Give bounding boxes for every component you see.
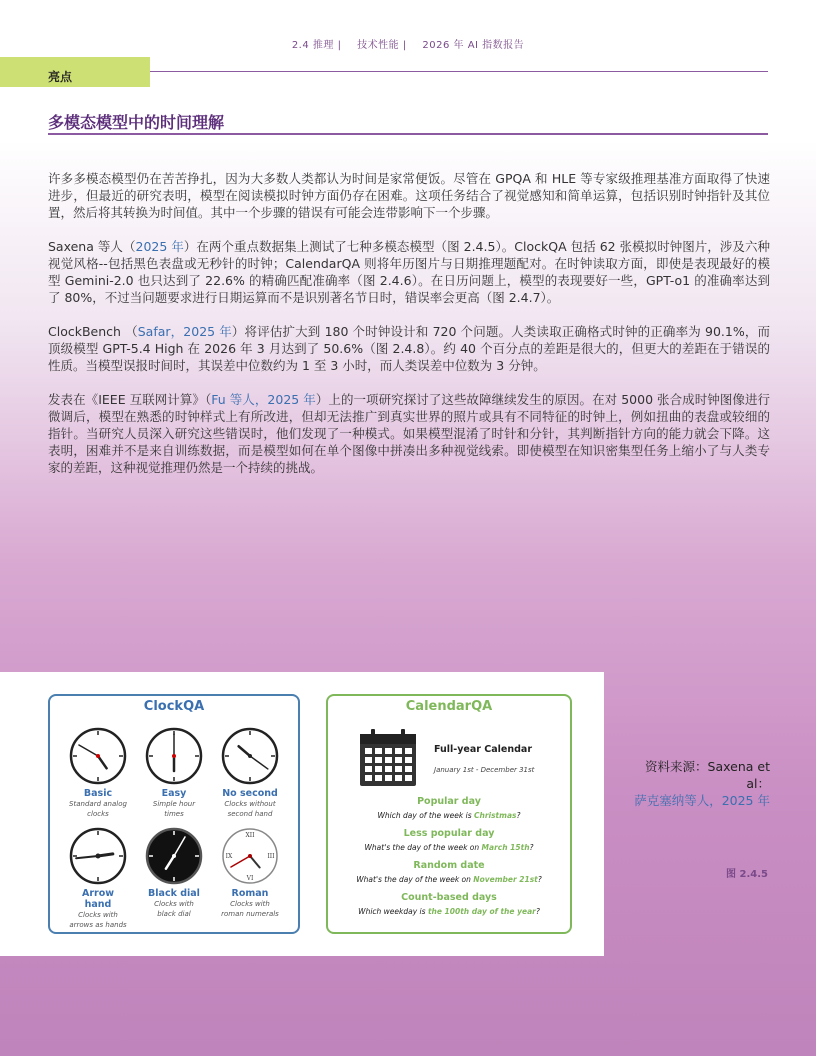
clock-roman-icon — [220, 826, 280, 886]
clock-black-dial-name: Black dial — [148, 888, 200, 899]
calendar-question-3-b: ? — [537, 875, 542, 884]
svg-text:VI: VI — [246, 875, 254, 882]
calendar-dates: January 1st - December 31st — [434, 766, 535, 774]
citation-link-fu[interactable]: Fu 等人，2025 年 — [211, 392, 316, 407]
highlight-label: 亮点 — [48, 70, 73, 84]
calendar-category-3: Random date — [413, 860, 485, 871]
calendar-question-3-a: What's the day of the week on — [356, 875, 474, 884]
header-chapter: 技术性能 | — [357, 40, 407, 51]
clock-no-second-name: No second — [222, 788, 278, 799]
paragraph-3-b: ）将评估扩大到 180 个时钟设计和 720 个问题。人类读取正确格式时钟的正确率为 90.1%，而顶级模型 GPT-5.4 High 在 2026 年 3 月达到了 50.6%（图 2.4.8）。约 40 个百分点的差距是很大的，但更大的差距在于错误的性质。当模型误报时间时，其误差中位数约为 1 至 3 小时，而人类误差中位数为 3 分钟。 — [48, 324, 770, 373]
header-section: 2.4 推理 | — [291, 40, 342, 51]
clockqa-title: ClockQA — [143, 699, 205, 714]
highlight-band — [0, 57, 150, 87]
paragraph-1: 许多多模态模型仍在苦苦挣扎，因为大多数人类都认为时间是家常便饭。尽管在 GPQA 和 HLE 等专家级推理基准方面取得了快速进步，但最近的研究表明，模型在阅读模拟时钟方面仍存在困难。这项任务结合了视觉感知和简单运算，包括识别时钟指针及其位置，然后将其转换为时间值。其中一个步骤的错误有可能会连带影响下一个步骤。 — [48, 171, 770, 220]
clock-easy-desc-2: times — [164, 810, 184, 818]
paragraph-4-a: 发表在《IEEE 互联网计算》（ — [48, 392, 212, 407]
calendar-question-4-em: the 100th day of the year — [427, 907, 536, 916]
clock-black-dial — [144, 826, 204, 919]
calendar-question-2-a: What's the day of the week on — [364, 843, 482, 852]
title-underline — [48, 133, 768, 135]
paragraph-3-a: ClockBench （ — [48, 324, 138, 339]
figure-source — [630, 758, 770, 809]
header-report: 2026 年 AI 指数报告 — [422, 40, 525, 51]
paragraph-4-b: ）上的一项研究探讨了这些故障继续发生的原因。在对 5000 张合成时钟图像进行微调后，模型在熟悉的时钟样式上有所改进，但却无法推广到真实世界的照片或具有不同特征的时钟上，例如扭曲的表盘或较细的指针。当研究人员深入研究这些错误时，他们发现了一种模式。如果模型混淆了时针和分针，其判断指针方向的能力就会下降。这表明，困难并不是来自训练数据，而是模型如何在单个图像中拼凑出多种视觉线索。即使模型在知识密集型任务上缩小了与人类专家的差距，这种视觉推理仍然是一个持续的挑战。 — [48, 392, 771, 475]
clock-basic-desc-1: Standard analog — [69, 800, 127, 808]
clock-black-dial-icon — [144, 826, 204, 886]
clock-no-second — [220, 726, 280, 819]
body-text — [48, 170, 770, 493]
header-divider — [150, 71, 768, 72]
clock-basic-desc-2: clocks — [87, 810, 109, 818]
calendar-question-4-a: Which weekday is — [358, 907, 428, 916]
clock-easy-name: Easy — [161, 788, 187, 799]
calendarqa-panel — [326, 694, 572, 934]
calendar-icon — [358, 728, 418, 788]
source-prefix: 资料来源：Saxena et al： — [645, 759, 770, 791]
paragraph-3 — [48, 323, 770, 374]
citation-link-saxena[interactable]: 2025 年 — [135, 239, 184, 254]
clock-black-dial-desc-2: black dial — [157, 910, 191, 918]
calendar-question-4 — [328, 907, 570, 916]
clock-no-second-desc-1: Clocks without — [224, 800, 276, 808]
calendar-category-4: Count-based days — [401, 892, 497, 903]
calendar-category-2: Less popular day — [403, 828, 495, 839]
clock-no-second-icon — [220, 726, 280, 786]
clock-roman-name: Roman — [231, 888, 269, 899]
calendar-question-2-em: March 15th — [481, 843, 530, 852]
clock-no-second-desc-2: second hand — [227, 810, 273, 818]
calendar-question-2 — [328, 843, 570, 852]
calendar-question-1-em: Christmas — [473, 811, 517, 820]
figure-number: 图 2.4.5 — [726, 869, 768, 880]
calendar-question-4-b: ? — [535, 907, 540, 916]
calendar-question-1 — [328, 811, 570, 820]
calendar-heading: Full-year Calendar — [434, 744, 533, 755]
running-header — [0, 36, 816, 51]
clock-basic-name: Basic — [83, 788, 113, 799]
paragraph-2-a: Saxena 等人（ — [48, 239, 136, 254]
clock-easy-desc-1: Simple hour — [152, 800, 196, 808]
calendar-question-1-b: ? — [516, 811, 521, 820]
clock-arrow-hand-icon — [68, 826, 128, 886]
clock-arrow-hand-desc-2: arrows as hands — [69, 921, 127, 929]
clockqa-panel — [48, 694, 300, 934]
calendar-question-3 — [328, 875, 570, 884]
paragraph-2 — [48, 238, 770, 306]
figure-image — [0, 672, 604, 956]
calendar-question-3-em: November 21st — [473, 875, 538, 884]
calendar-category-1: Popular day — [417, 796, 481, 807]
clock-easy — [144, 726, 204, 819]
citation-link-safar[interactable]: Safar，2025 年 — [137, 324, 232, 339]
clock-basic — [68, 726, 128, 819]
calendar-question-1-a: Which day of the week is — [377, 811, 474, 820]
source-link[interactable]: 萨克塞纳等人，2025 年 — [634, 793, 770, 808]
svg-text:XII: XII — [245, 832, 255, 839]
clock-arrow-hand-name: Arrow hand — [81, 888, 115, 910]
clock-roman-desc-2: roman numerals — [221, 910, 279, 918]
paragraph-4 — [48, 391, 770, 476]
clock-black-dial-desc-1: Clocks with — [154, 900, 194, 908]
clock-roman-desc-1: Clocks with — [230, 900, 270, 908]
svg-text:III: III — [267, 853, 275, 860]
paragraph-2-b: ）在两个重点数据集上测试了七种多模态模型（图 2.4.5）。ClockQA 包括 62 张模拟时钟图片，涉及六种视觉风格--包括黑色表盘或无秒针的时钟；CalendarQA 则将年历图片与日期推理题配对。在时钟读取方面，即使是表现最好的模型 Gemini-2.0 也只达到了 22.6% 的精确匹配准确率（图 2.4.6）。在日历问题上，模型的表现要好一些，GPT-o1 的准确率达到了 80%，不过当问题要求进行日期运算而不是识别著名节日时，错误率会更高（图 2.4.7）。 — [48, 239, 770, 305]
clock-roman — [220, 826, 280, 919]
clock-basic-icon — [68, 726, 128, 786]
clock-easy-icon — [144, 726, 204, 786]
calendarqa-title: CalendarQA — [405, 699, 493, 714]
svg-text:IX: IX — [225, 853, 233, 860]
page-title: 多模态模型中的时间理解 — [48, 113, 225, 132]
clock-arrow-hand-desc-1: Clocks with — [78, 911, 118, 919]
clock-arrow-hand — [68, 826, 128, 930]
calendar-question-2-b: ? — [529, 843, 534, 852]
